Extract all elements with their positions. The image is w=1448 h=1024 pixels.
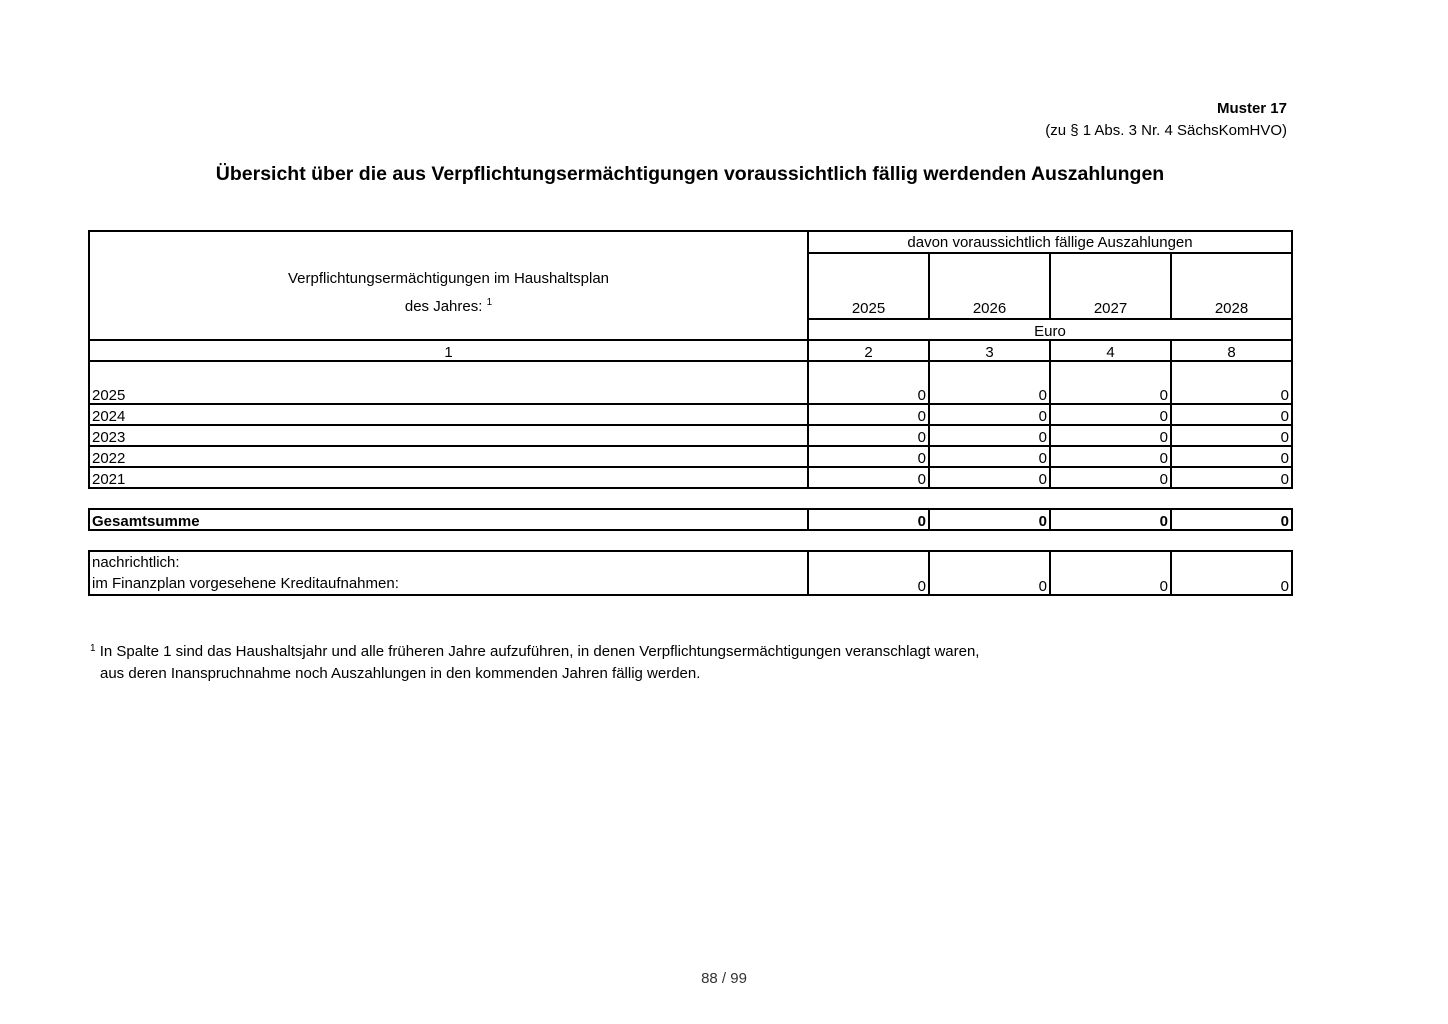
row-value: 0: [929, 361, 1050, 404]
row-value: 0: [1050, 425, 1171, 446]
row-value: 0: [808, 425, 929, 446]
table-row: [89, 467, 1292, 488]
footnote-line2: aus deren Inanspruchnahme noch Auszahlungen in den kommenden Jahren fällig werden.: [100, 665, 701, 682]
col1-header-line2: des Jahres:: [404, 297, 483, 315]
footnote-line1: In Spalte 1 sind das Haushaltsjahr und alle früheren Jahre aufzuführen, in denen Verpflichtungsermächtigungen veranschlagt waren,: [99, 643, 980, 660]
row-label: 2022: [89, 446, 808, 467]
table-row: [89, 446, 1292, 467]
total-label: Gesamtsumme: [89, 509, 808, 530]
table-row: [89, 404, 1292, 425]
col1-header-footnote-mark: 1: [486, 296, 493, 308]
page-title: Übersicht über die aus Verpflichtungsermächtigungen voraussichtlich fällig werdenden Auszahlungen: [215, 163, 1165, 185]
row-value: 0: [1171, 446, 1292, 467]
column-number: 1: [89, 340, 808, 361]
memo-value: 0: [1050, 551, 1171, 595]
legal-reference: (zu § 1 Abs. 3 Nr. 4 SächsKomHVO): [1045, 122, 1287, 139]
memo-value: 0: [808, 551, 929, 595]
group-header: davon voraussichtlich fällige Auszahlungen: [808, 231, 1292, 253]
unit-header: Euro: [808, 319, 1292, 340]
row-value: 0: [929, 446, 1050, 467]
row-label: 2021: [89, 467, 808, 488]
page-number: 88 / 99: [701, 970, 747, 987]
memo-label: [89, 551, 808, 595]
memo-label-line1: nachrichtlich:: [92, 554, 180, 571]
row-label: 2023: [89, 425, 808, 446]
col1-header-line1: Verpflichtungsermächtigungen im Haushaltsplan: [287, 269, 610, 287]
row-value: 0: [1171, 404, 1292, 425]
row-value: 0: [929, 404, 1050, 425]
total-row: [89, 509, 1292, 530]
row-value: 0: [1171, 361, 1292, 404]
form-number: Muster 17: [1216, 100, 1287, 117]
table-row: [89, 361, 1292, 404]
row-value: 0: [808, 404, 929, 425]
column-number: 8: [1171, 340, 1292, 361]
col1-header: [89, 231, 808, 340]
row-value: 0: [1050, 467, 1171, 488]
column-number: 3: [929, 340, 1050, 361]
row-value: 0: [1171, 425, 1292, 446]
row-value: 0: [1050, 446, 1171, 467]
row-value: 0: [1050, 404, 1171, 425]
memo-row: [89, 551, 1292, 595]
commitment-table: [88, 230, 1293, 596]
row-value: 0: [808, 361, 929, 404]
year-header: 2028: [1171, 253, 1292, 319]
memo-value: 0: [929, 551, 1050, 595]
memo-label-line2: im Finanzplan vorgesehene Kreditaufnahmen:: [92, 575, 399, 592]
column-number: 2: [808, 340, 929, 361]
row-label: 2025: [89, 361, 808, 404]
table-row: [89, 425, 1292, 446]
total-value: 0: [929, 509, 1050, 530]
total-value: 0: [808, 509, 929, 530]
row-value: 0: [808, 446, 929, 467]
row-value: 0: [929, 467, 1050, 488]
row-label: 2024: [89, 404, 808, 425]
total-value: 0: [1171, 509, 1292, 530]
row-value: 0: [1050, 361, 1171, 404]
row-value: 0: [929, 425, 1050, 446]
column-number: 4: [1050, 340, 1171, 361]
total-value: 0: [1050, 509, 1171, 530]
year-header: 2026: [929, 253, 1050, 319]
row-value: 0: [808, 467, 929, 488]
year-header: 2025: [808, 253, 929, 319]
memo-value: 0: [1171, 551, 1292, 595]
row-value: 0: [1171, 467, 1292, 488]
footnote: [90, 638, 979, 685]
year-header: 2027: [1050, 253, 1171, 319]
footnote-mark: 1: [90, 643, 96, 654]
